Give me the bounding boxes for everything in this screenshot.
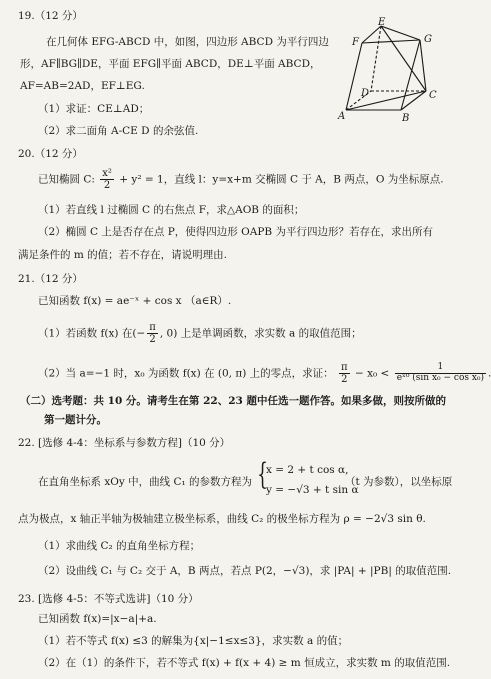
fraction-numerator: 1 [395,363,486,374]
section-instructions-line-1: （二）选考题：共 10 分。请考生在第 22、23 题中任选一题作答。如果多做，则按所做的 [20,395,446,407]
problem-19-line-3: AF=AB=2AD，EF⊥EG. [20,80,145,92]
problem-22-question-1: （1）求曲线 C₂ 的直角坐标方程； [38,540,201,552]
fraction-numerator: π [149,322,156,333]
edge-ec [381,26,426,91]
problem-22-line-1-start: 在直角坐标系 xOy 中，曲线 C₁ 的参数方程为 [38,476,253,488]
problem-23-heading: 23. [选修 4-5：不等式选讲]（10 分） [18,593,199,605]
ellipse-fraction [100,168,114,191]
problem-23-question-1: （1）若不等式 f(x) ≤3 的解集为{x|−1≤x≤3}，求实数 a 的值； [38,635,349,647]
problem-22-heading: 22. [选修 4-4：坐标系与参数方程]（10 分） [18,437,231,449]
ellipse-rest: + y² = 1，直线 l：y=x+m 交椭圆 C 于 A，B 两点，O 为坐标原点. [119,173,444,186]
problem-22-line-2: 点为极点，x 轴正半轴为极轴建立极坐标系，曲线 C₂ 的极坐标方程为 ρ = −2√3 sin θ. [18,513,426,525]
fraction-denominator: eˣ⁰ (sin x₀ − cos x₀) [396,373,485,383]
problem-21-question-2 [38,362,491,385]
edge-fe [362,26,381,43]
problem-20-question-2-line-2: 满足条件的 m 的值；若不存在，请说明理由. [18,249,227,261]
geometry-figure [338,18,450,128]
label-f: F [352,37,359,48]
label-g: G [424,34,432,45]
problem-21-heading: 21.（12 分） [18,273,83,285]
problem-23-line-1: 已知函数 f(x)=|x−a|+a. [38,613,157,625]
problem-20-heading: 20.（12 分） [18,148,83,160]
edge-bg [401,40,420,110]
fraction-denominator: 2 [341,374,348,385]
q2-fraction-2 [395,363,486,384]
problem-19-line-2: 形，AF∥BG∥DE，平面 EFG∥平面 ABCD，DE⊥平面 ABCD， [20,58,321,70]
label-b: B [402,113,410,124]
problem-19-line-1: 在几何体 EFG-ABCD 中，如图，四边形 ABCD 为平行四边 [46,36,329,48]
q1-end: , 0) 上是单调函数，求实数 a 的取值范围； [159,327,362,340]
problem-19-question-1: （1）求证：CE⊥AD； [38,103,150,115]
fraction-denominator: 2 [149,334,156,345]
problem-21-line-1: 已知函数 f(x) = ae⁻ˣ + cos x （a∈R）. [38,295,232,307]
fraction-denominator: 2 [103,180,111,191]
problem-22-question-2: （2）设曲线 C₁ 与 C₂ 交于 A，B 两点，若点 P(2，−√3)，求 |PA| + |PB| 的取值范围. [38,565,452,577]
q2-start: （2）当 a=−1 时，x₀ 为函数 f(x) 在 (0, π) 上的零点，求证： [38,367,334,380]
problem-23-question-2: （2）在（1）的条件下，若不等式 f(x) + f(x + 4) ≥ m 恒成立，求实数 m 的取值范围. [38,657,451,669]
section-instructions-line-2: 第一题计分。 [44,414,107,426]
edge-ed [371,26,381,91]
system-brace: { [257,457,268,492]
problem-20-line-1 [38,168,444,191]
label-e: E [378,17,386,28]
problem-19-question-2: （2）求二面角 A-CE D 的余弦值. [38,125,199,137]
problem-20-question-2-line-1: （2）椭圆 C 上是否存在点 P，使得四边形 OAPB 为平行四边形？若存在，求出所有 [38,226,433,238]
label-c: C [429,90,437,101]
problem-19-heading: 19.（12 分） [18,10,83,22]
ellipse-label: 已知椭圆 C: [38,173,95,186]
q2-middle: − x₀ < [354,367,390,380]
q1-start: （1）若函数 f(x) 在(− [38,327,146,340]
parametric-equation-y: y = −√3 + t sin α [266,484,359,496]
fraction-numerator: π [341,362,348,373]
problem-21-question-1 [38,322,362,345]
q1-fraction [147,322,158,345]
fraction-numerator: x² [102,168,112,179]
parametric-equation-x: x = 2 + t cos α, [266,464,349,476]
q2-fraction [339,362,350,385]
problem-22-line-1-end: （t 为参数），以坐标原 [345,476,453,488]
label-a: A [338,111,346,122]
label-d: D [361,88,370,99]
problem-20-question-1: （1）若直线 l 过椭圆 C 的右焦点 F，求△AOB 的面积； [38,204,305,216]
edge-eg [381,26,420,40]
